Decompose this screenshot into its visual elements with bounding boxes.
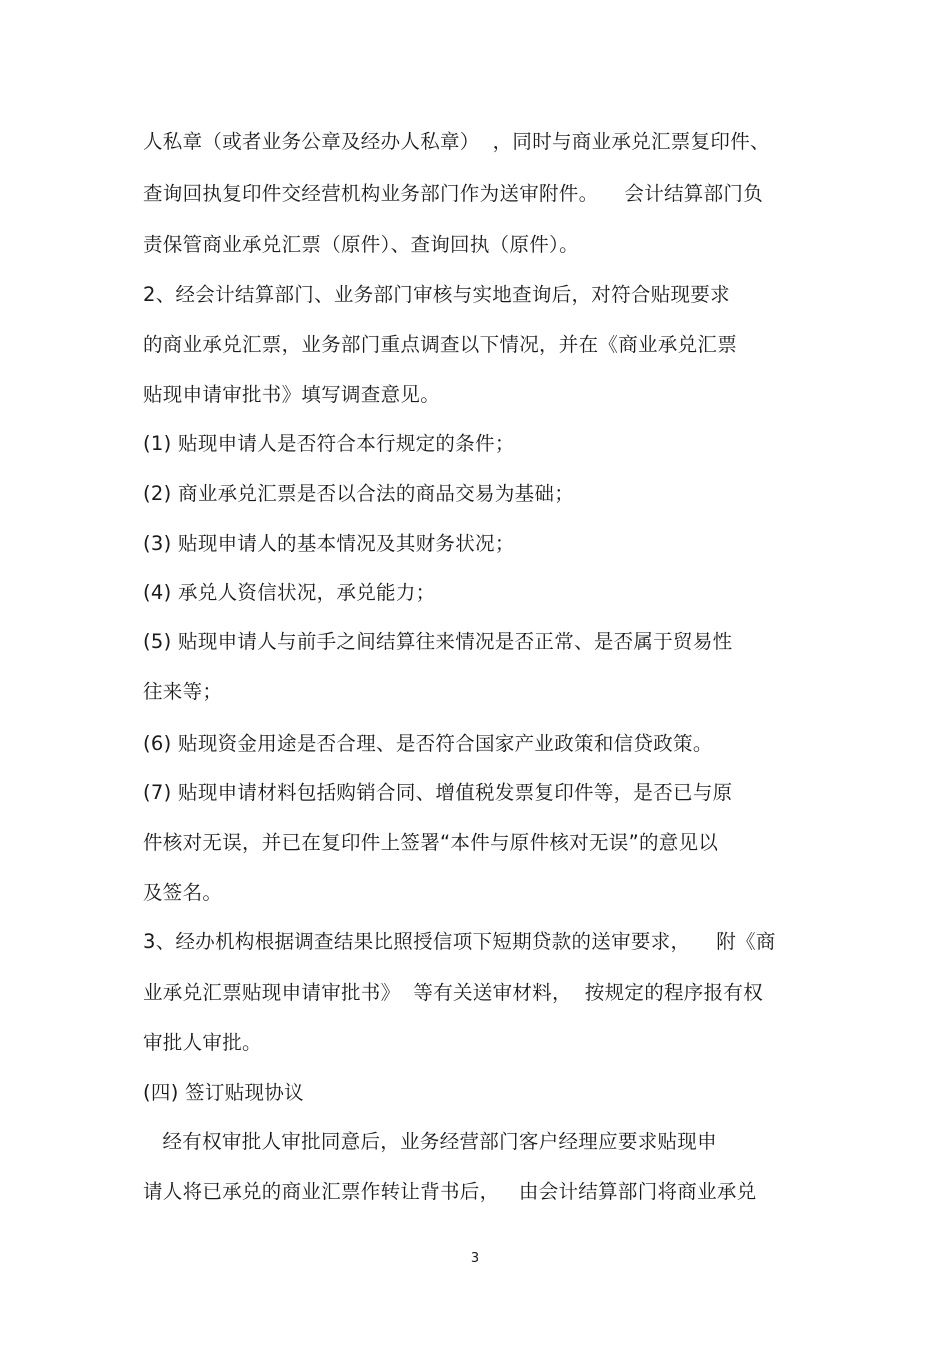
list-item: (2) 商业承兑汇票是否以合法的商品交易为基础； <box>143 482 575 505</box>
text-line: 责保管商业承兑汇票（原件）、查询回执（原件）。 <box>143 233 579 256</box>
list-item: (6) 贴现资金用途是否合理、是否符合国家产业政策和信贷政策。 <box>143 732 713 755</box>
text-line: 件核对无误，并已在复印件上签署“本件与原件核对无误”的意见以 <box>143 831 719 854</box>
text-line: 及签名。 <box>143 881 223 904</box>
list-item: (5) 贴现申请人与前手之间结算往来情况是否正常、是否属于贸易性 <box>143 630 733 653</box>
text-line: 3、经办机构根据调查结果比照授信项下短期贷款的送审要求， 附《商 <box>143 930 776 953</box>
section-heading: (四) 签订贴现协议 <box>143 1081 304 1104</box>
text-line: 人私章（或者业务公章及经办人私章） ，同时与商业承兑汇票复印件、 <box>143 130 770 153</box>
text-line: 查询回执复印件交经营机构业务部门作为送审附件。 会计结算部门负 <box>143 182 763 205</box>
list-item: (1) 贴现申请人是否符合本行规定的条件； <box>143 432 515 455</box>
text-line: 的商业承兑汇票，业务部门重点调查以下情况，并在《商业承兑汇票 <box>143 333 738 356</box>
text-line: 贴现申请审批书》填写调查意见。 <box>143 383 441 406</box>
text-line: 经有权审批人审批同意后，业务经营部门客户经理应要求贴现申 <box>143 1130 717 1153</box>
page-number: 3 <box>470 1251 480 1266</box>
text-line: 请人将已承兑的商业汇票作转让背书后， 由会计结算部门将商业承兑 <box>143 1180 757 1203</box>
text-line: 2、经会计结算部门、业务部门审核与实地查询后，对符合贴现要求 <box>143 283 730 306</box>
text-line: 往来等； <box>143 680 223 703</box>
text-line: 业承兑汇票贴现申请审批书》 等有关送审材料， 按规定的程序报有权 <box>143 981 763 1004</box>
list-item: (7) 贴现申请材料包括购销合同、增值税发票复印件等，是否已与原 <box>143 781 733 804</box>
text-line: 审批人审批。 <box>143 1031 262 1054</box>
list-item: (3) 贴现申请人的基本情况及其财务状况； <box>143 532 515 555</box>
list-item: (4) 承兑人资信状况，承兑能力； <box>143 581 436 604</box>
